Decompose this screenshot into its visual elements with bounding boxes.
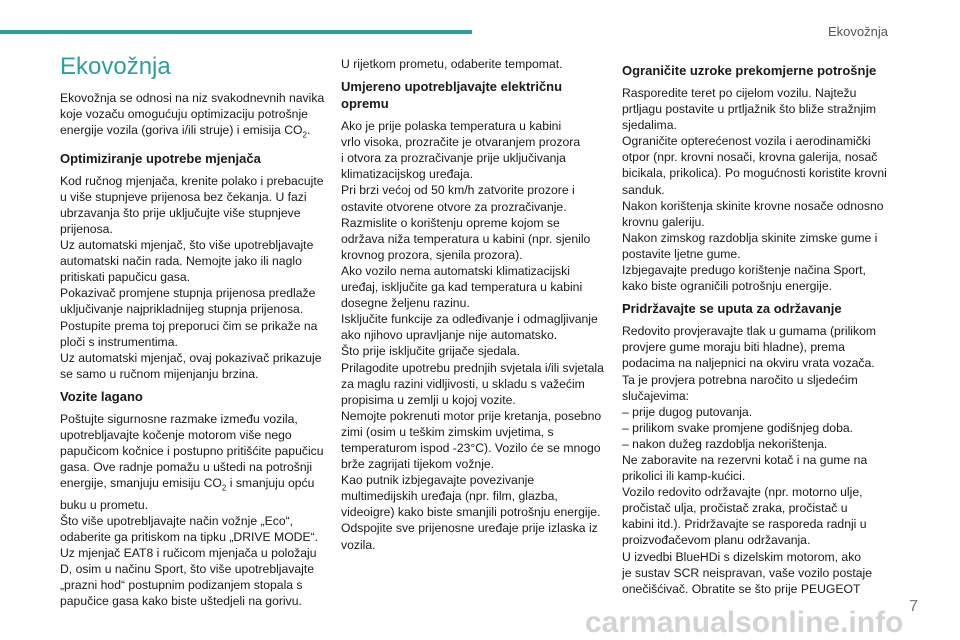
text-line: Ne zaboravite na rezervni kotač i na gume na (622, 452, 868, 467)
text-line: Uz automatski mjenjač, što više upotrebljavajte (60, 238, 314, 253)
text-line: za maglu razini vidljivosti, u skladu s važećim (341, 376, 585, 391)
page-title: Ekovožnja (60, 53, 171, 80)
maintenance-paragraph (622, 323, 887, 597)
heading-line: opremu (341, 96, 389, 112)
text-line: papučicom kočnice i postupno pritišćite papučicu (60, 444, 324, 459)
text-line: upotrebljavajte kočenje motorom više nego (60, 428, 292, 443)
text-line: pročistač ulja, pročistač zraka, pročistač u (622, 501, 848, 516)
text-line: slučajevima: (622, 388, 690, 403)
heading-line: Umjereno upotrebljavajte električnu (341, 79, 563, 95)
text-line: „prazni hod“ postupnim podizanjem stopala s (60, 578, 303, 593)
column-1 (60, 52, 324, 614)
text-line: je sustav SCR neispravan, vaše vozilo postaje (622, 565, 872, 580)
intro-paragraph (60, 90, 324, 144)
text-line: Što prije isključite grijače sjedala. (341, 344, 520, 359)
text-line: Kao putnik izbjegavajte povezivanje (341, 473, 535, 488)
text-line: provjere gume moraju biti hladne), prema (622, 340, 845, 355)
heading-electrical-equipment (341, 78, 605, 112)
text-line: krovnu galeriju. (622, 214, 705, 229)
text-line: automatski način rada. Nemojte jako ili naglo (60, 254, 302, 269)
text-line: se samo u ručnom mijenjanju brzina. (60, 366, 259, 381)
text-line: Ograničite opterećenost vozila i aerodinamički (622, 134, 871, 149)
top-accent-bar (0, 30, 472, 34)
text-line: sanduk. (622, 182, 665, 197)
gearbox-paragraph (60, 173, 324, 382)
watermark: carmanualsonline.info (585, 606, 904, 639)
text-line: održava niža temperatura u kabini (npr. sjenilo (341, 231, 591, 246)
text-line: Što više upotrebljavajte način vožnje „Eco“, (60, 513, 294, 528)
text-line: Uz automatski mjenjač, ovaj pokazivač prikazuje (60, 350, 322, 365)
text-line: Pokazivač promjene stupnja prijenosa predlaže (60, 286, 316, 301)
text-line: Rasporedite teret po cijelom vozilu. Najtežu (622, 86, 857, 100)
text-line: Ako je prije polaska temperatura u kabini (341, 119, 562, 134)
text-line: pritiskati papučicu gasa. (60, 270, 191, 285)
text-line: Nemojte pokrenuti motor prije kretanja, posebno (341, 408, 602, 423)
text-line: D, osim u načinu Sport, što više upotrebljavajte (60, 562, 315, 577)
limit-consumption-paragraph (622, 85, 887, 294)
text-line: otpor (npr. krovni nosači, krovna galerija, nosač (622, 150, 878, 165)
text-line: brže zagrijati tijekom vožnje. (341, 457, 495, 472)
text-line: Kod ručnog mjenjača, krenite polako i prebacujte (60, 173, 324, 188)
text-line: gasa. Ove radnje pomažu u uštedi na potrošnji (60, 460, 313, 475)
text-line: ploči s instrumentima. (60, 334, 178, 349)
text-line: postavite ljetne gume. (622, 246, 741, 261)
text-line: klimatizacijskog uređaja. (341, 167, 474, 182)
heading-maintenance: Pridržavajte se uputa za održavanje (622, 301, 842, 317)
text-line: dosegne željenu razinu. (341, 296, 470, 311)
text-line: kako biste ograničili potrošnju energije. (622, 279, 833, 294)
text-line: Vozilo redovito održavajte (npr. motorno ulje, (622, 485, 863, 500)
text-line: podacima na naljepnici na okviru vrata vozača. (622, 356, 875, 371)
text-line: Prilagodite upotrebu prednjih svjetala i/ili svjetala (341, 360, 604, 375)
text-line: energije vozila (goriva i/ili struje) i emisija $CO_2$. (60, 123, 311, 140)
text-line: buku u prometu. (60, 497, 149, 512)
text-line: ako njihovo upravljanje nije automatsko. (341, 328, 558, 343)
text-line: Nakon zimskog razdoblja skinite zimske gume i (622, 230, 878, 245)
cruise-control-paragraph (341, 56, 605, 72)
page-number: 7 (909, 598, 918, 615)
text-line: Ta je provjera potrebna naročito u sljedećim (622, 372, 858, 387)
text-line: onečišćivač. Obratite se što prije PEUGEOT (622, 581, 861, 596)
text-line: temperaturom ispod -23°C). Vozilo će se mnogo (341, 440, 601, 455)
text-line: Pri brzi većoj od 50 km/h zatvorite prozore i (341, 183, 575, 198)
text-line: Nakon korištenja skinite krovne nosače odnosno (622, 198, 884, 213)
text-line: U izvedbi BlueHDi s dizelskim motorom, ako (622, 549, 862, 564)
heading-drive-gently: Vozite lagano (60, 388, 143, 404)
text-line: bicikala, prikolica). Po mogućnosti koristite krovni (622, 166, 887, 181)
text-line: vozila. (341, 537, 376, 552)
text-line: – prije dugog putovanja. (622, 404, 753, 419)
text-line: Uz mjenjač EAT8 i ručicom mjenjača u položaju (60, 546, 317, 561)
section-header: Ekovožnja (828, 24, 888, 39)
electrical-equipment-paragraph (341, 118, 605, 553)
text-line: – prilikom svake promjene godišnjeg doba. (622, 420, 854, 435)
text-line: U rijetkom prometu, odaberite tempomat. (341, 57, 563, 71)
text-line: vrlo visoka, prozračite je otvaranjem prozora (341, 135, 581, 150)
text-line: Odspojite sve prijenosne uređaje prije izlaska iz (341, 521, 598, 536)
text-line: ostavite otvorene otvore za prozračivanje. (341, 199, 567, 214)
text-line: krovnog prozora, sjenila prozora). (341, 247, 523, 262)
text-line: uključivanje najprikladnijeg stupnja prijenosa. (60, 302, 304, 317)
text-line: prijenosa. (60, 222, 113, 236)
text-line: – nakon dužeg razdoblja nekorištenja. (622, 436, 828, 451)
text-line: energije, smanjuju emisiju $CO_2$ i smanjuju opću (60, 476, 315, 493)
text-line: Isključite funkcije za odleđivanje i odmagljivanje (341, 312, 598, 327)
text-line: sjedalima. (622, 118, 677, 133)
text-line: prikolici ili kamp-kućici. (622, 469, 746, 484)
text-line: Razmislite o korištenju opreme kojom se (341, 215, 560, 230)
text-line: Izbjegavajte predugo korištenje načina Sport, (622, 263, 866, 278)
text-line: odaberite ga pritiskom na tipku „DRIVE MODE“. (60, 530, 319, 545)
drive-gently-paragraph (60, 411, 324, 610)
text-line: koje vozaču omogućuju optimizaciju potrošnje (60, 107, 308, 122)
text-line: proizvođačevom planu održavanja. (622, 533, 811, 548)
text-line: kabini itd.). Pridržavajte se rasporeda radnji u (622, 517, 867, 532)
text-line: uređaj, isključite ga kad temperatura u kabini (341, 280, 583, 295)
text-line: i otvora za prozračivanje prije uključivanja (341, 151, 566, 166)
heading-limit-consumption: Ograničite uzroke prekomjerne potrošnje (622, 63, 877, 78)
text-line: Ako vozilo nema automatski klimatizacijski (341, 263, 570, 278)
text-line: prtljagu postavite u prtljažnik što bliže stražnjim (622, 102, 877, 117)
text-line: zimi (osim u teškim zimskim uvjetima, s (341, 424, 554, 439)
text-line: propisima u zemlji u kojoj vozite. (341, 392, 516, 407)
heading-gearbox: Optimiziranje upotrebe mjenjača (60, 150, 261, 166)
text-line: u više stupnjeve prijenosa bez čekanja. U fazi (60, 189, 307, 204)
text-line: Poštujte sigurnosne razmake između vozila, (60, 411, 298, 426)
text-line: Postupite prema toj preporuci čim se prikaže na (60, 318, 318, 333)
text-line: papučice gasa kako biste uštedjeli na gorivu. (60, 594, 302, 609)
text-line: Redovito provjeravajte tlak u gumama (prilikom (622, 324, 877, 339)
column-3 (622, 56, 887, 601)
text-line: Ekovožnja se odnosi na niz svakodnevnih navika (60, 91, 325, 105)
column-2 (341, 56, 605, 557)
text-line: ubrzavanja što prije uključujte više stupnjeve (60, 205, 301, 220)
text-line: multimedijskih uređaja (npr. film, glazba, (341, 489, 558, 504)
text-line: videoigre) kako biste smanjili potrošnju energije. (341, 505, 601, 520)
